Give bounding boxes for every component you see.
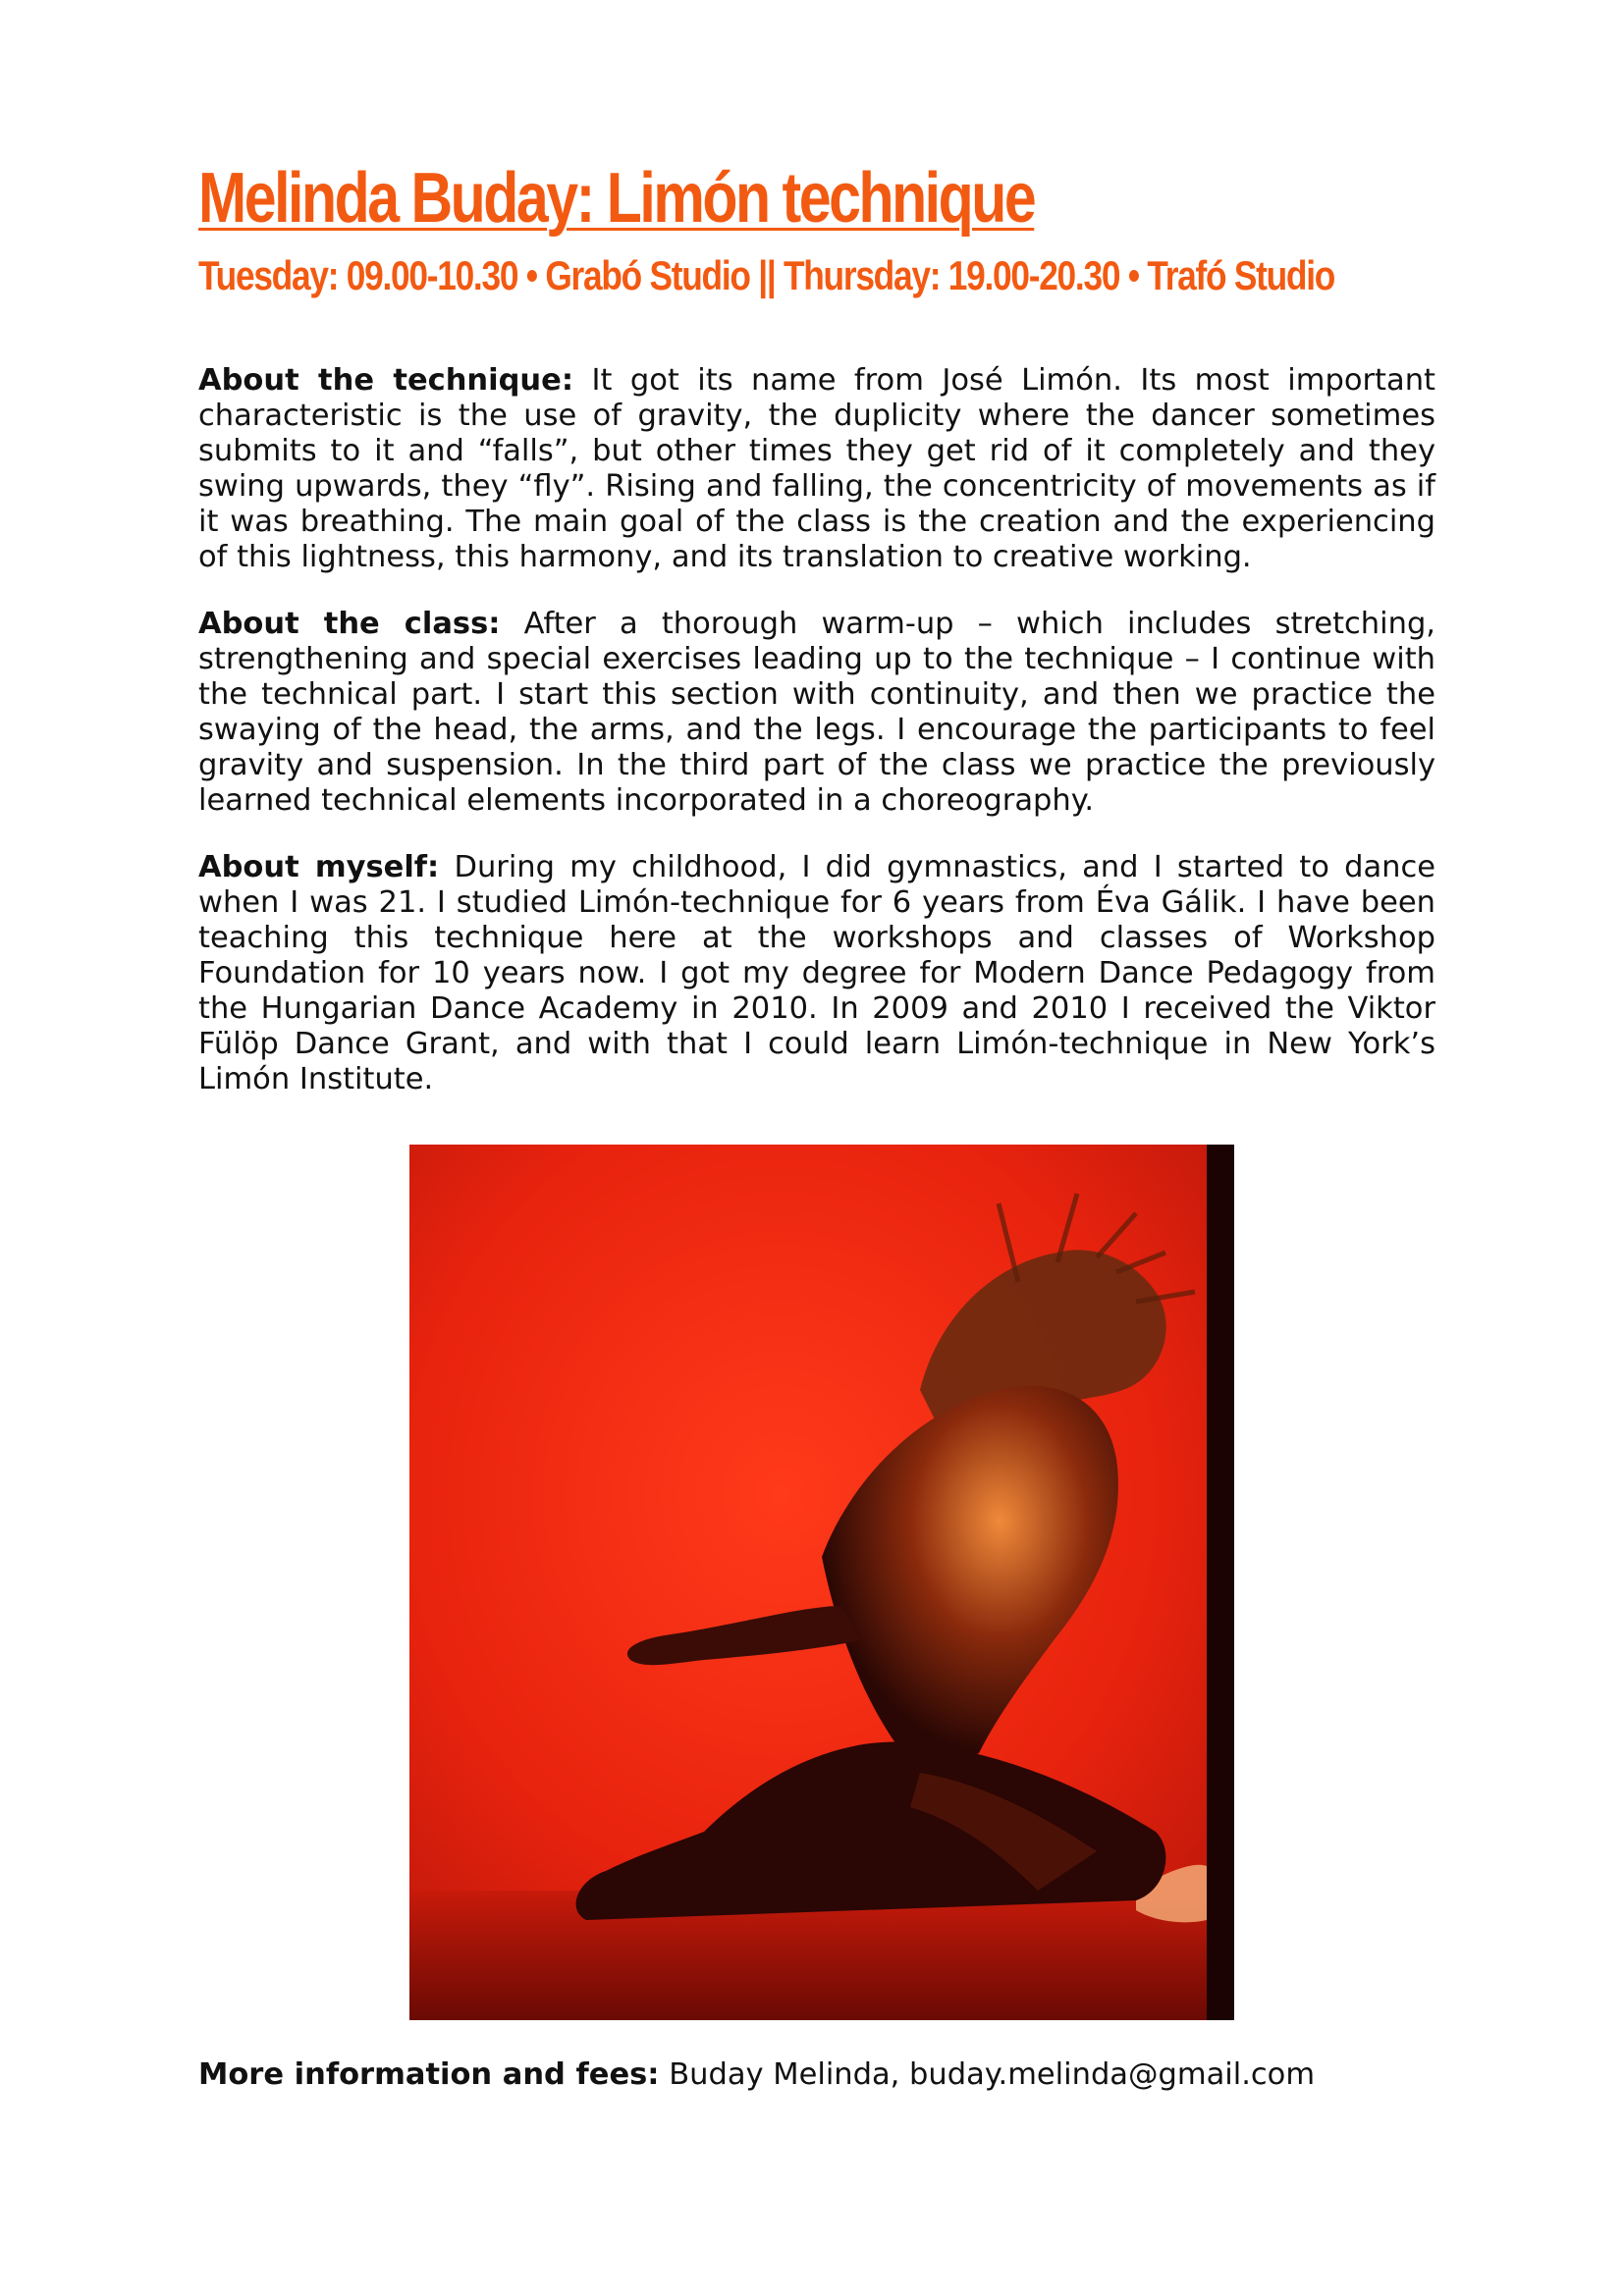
section-heading: About the class: [198, 607, 501, 641]
dancer-photo-illustration [409, 1145, 1234, 2020]
section-body: During my childhood, I did gymnastics, and I started to dance when I was 21. I studied Limón-technique for 6 years from Éva Gálik. I have been teaching this technique here at the workshops and classes of Workshop Foundation for 10 years now. I got my degree for Modern Dance Pedagogy from the Hungarian Dance Academy in 2010. In 2009 and 2010 I received the Viktor Fülöp Dance Grant, and with that I could learn Limón-technique in New York’s Limón Institute. [198, 850, 1436, 1096]
section-about-class [198, 607, 1435, 819]
contact-line [198, 2057, 1435, 2093]
schedule-line: Tuesday: 09.00-10.30 • Grabó Studio || Thursday: 19.00-20.30 • Trafó Studio [198, 252, 1335, 298]
contact-label: More information and fees: [198, 2057, 660, 2092]
page-title: Melinda Buday: Limón technique [198, 159, 1035, 238]
section-body: It got its name from José Limón. Its most important characteristic is the use of gravity, the duplicity where the dancer sometimes submits to it and “falls”, but other times they get rid of it completely and they swing upwards, they “fly”. Rising and falling, the concentricity of movements as if it was breathing. The main goal of the class is the creation and the experiencing of this lightness, this harmony, and its translation to creative working. [198, 363, 1435, 574]
section-about-myself [198, 850, 1435, 1097]
section-body: After a thorough warm-up – which includes stretching, strengthening and special exercises leading up to the technique – I continue with the technical part. I start this section with continuity, and then we practice the swaying of the head, the arms, and the legs. I encourage the participants to feel gravity and suspension. In the third part of the class we practice the previously learned technical elements incorporated in a choreography. [198, 607, 1435, 818]
section-heading: About myself: [198, 850, 440, 884]
document-page [198, 157, 1435, 1097]
section-heading: About the technique: [198, 363, 574, 398]
contact-text: Buday Melinda, buday.melinda@gmail.com [659, 2057, 1316, 2092]
dancer-photo [409, 1145, 1234, 2020]
section-about-technique [198, 363, 1435, 575]
